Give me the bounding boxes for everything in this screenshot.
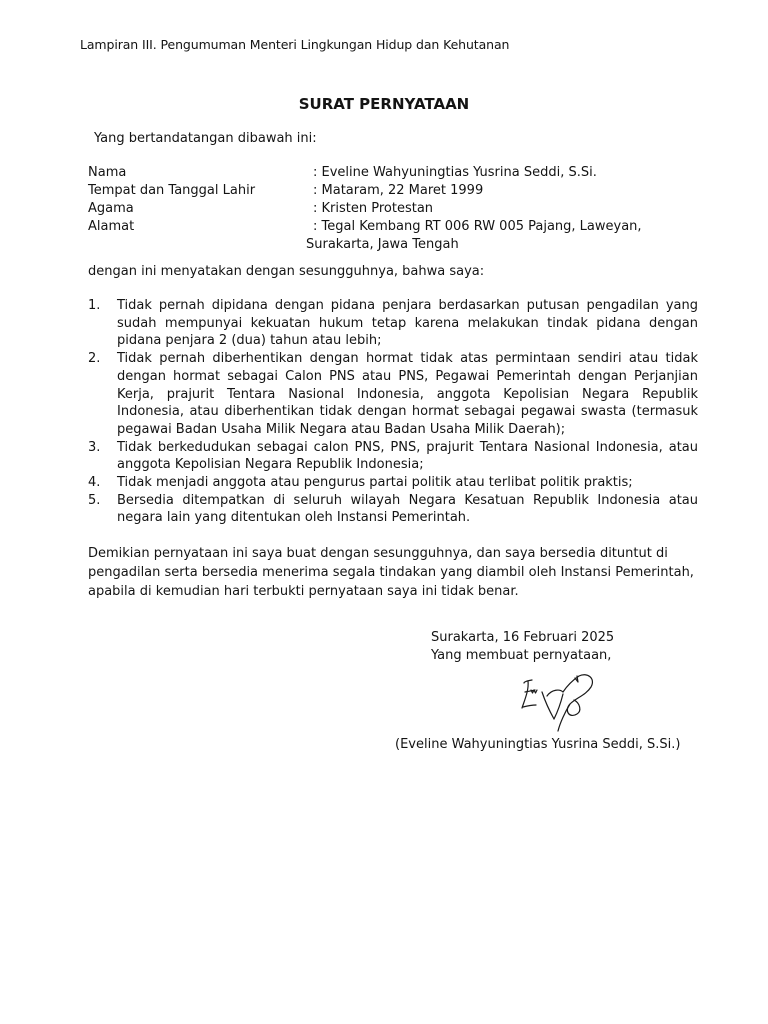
identity-label: Alamat <box>88 219 135 234</box>
list-item <box>88 439 698 474</box>
list-item-line: Kerja, prajurit Tentara Nasional Indonesia, anggota Kepolisian Negara Republik <box>117 386 698 402</box>
statement-list <box>88 297 698 527</box>
identity-value-continued: Surakarta, Jawa Tengah <box>306 237 459 252</box>
document-title: SURAT PERNYATAAN <box>298 95 470 113</box>
list-item <box>88 297 698 350</box>
list-item-line: Tidak berkedudukan sebagai calon PNS, PNS, prajurit Tentara Nasional Indonesia, atau <box>117 439 698 455</box>
list-item <box>88 474 698 492</box>
closing-paragraph: Demikian pernyataan ini saya buat dengan sesungguhnya, dan saya bersedia dituntut di pengadilan serta bersedia menerima segala tindakan yang diambil oleh Instansi Pemerintah, apabila di kemudian hari terbukti pernyataan saya ini tidak benar. <box>88 546 694 599</box>
signature-icon <box>512 672 602 738</box>
identity-value: : Mataram, 22 Maret 1999 <box>313 183 484 198</box>
identity-value: : Kristen Protestan <box>313 201 434 216</box>
list-item-line: dengan hormat sebagai Calon PNS atau PNS, Pegawai Pemerintah dengan Perjanjian <box>117 368 698 384</box>
list-item-line: negara lain yang ditentukan oleh Instansi Pemerintah. <box>117 510 471 526</box>
place-date: Surakarta, 16 Februari 2025 <box>431 630 615 645</box>
signer-name: (Eveline Wahyuningtias Yusrina Seddi, S.Si.) <box>395 737 681 752</box>
intro-text: Yang bertandatangan dibawah ini: <box>94 131 317 146</box>
list-item <box>88 350 698 439</box>
list-item-line: anggota Kepolisian Negara Republik Indonesia; <box>117 457 424 473</box>
list-item-number: 5. <box>88 492 101 508</box>
list-item-line: Tidak menjadi anggota atau pengurus partai politik atau terlibat politik praktis; <box>117 475 633 491</box>
statement-intro: dengan ini menyatakan dengan sesungguhnya, bahwa saya: <box>88 264 485 279</box>
list-item-line: Bersedia ditempatkan di seluruh wilayah Negara Kesatuan Republik Indonesia atau <box>117 492 698 508</box>
identity-label: Nama <box>88 165 127 180</box>
list-item-line: Indonesia, atau diberhentikan tidak dengan hormat sebagai pegawai swasta (termasuk <box>117 404 698 420</box>
list-item-line: Tidak pernah diberhentikan dengan hormat tidak atas permintaan sendiri atau tidak <box>117 351 698 367</box>
identity-value: : Tegal Kembang RT 006 RW 005 Pajang, Laweyan, <box>313 219 642 234</box>
identity-label: Agama <box>88 201 134 216</box>
identity-value: : Eveline Wahyuningtias Yusrina Seddi, S.Si. <box>313 165 597 180</box>
header-note: Lampiran III. Pengumuman Menteri Lingkungan Hidup dan Kehutanan <box>80 37 510 52</box>
list-item-line: pegawai Badan Usaha Milik Negara atau Badan Usaha Milik Daerah); <box>117 421 566 437</box>
list-item-number: 3. <box>88 439 101 455</box>
identity-label: Tempat dan Tanggal Lahir <box>88 183 256 198</box>
signer-label: Yang membuat pernyataan, <box>431 648 612 663</box>
list-item-line: Tidak pernah dipidana dengan pidana penjara berdasarkan putusan pengadilan yang <box>117 298 698 313</box>
list-item-line: sudah mempunyai kekuatan hukum tetap karena melakukan tindak pidana dengan <box>117 315 698 331</box>
list-item-number: 1. <box>88 298 101 313</box>
list-item-line: pidana penjara 2 (dua) tahun atau lebih; <box>117 333 382 349</box>
list-item-number: 4. <box>88 475 101 491</box>
list-item-number: 2. <box>88 351 101 367</box>
list-item <box>88 492 698 527</box>
